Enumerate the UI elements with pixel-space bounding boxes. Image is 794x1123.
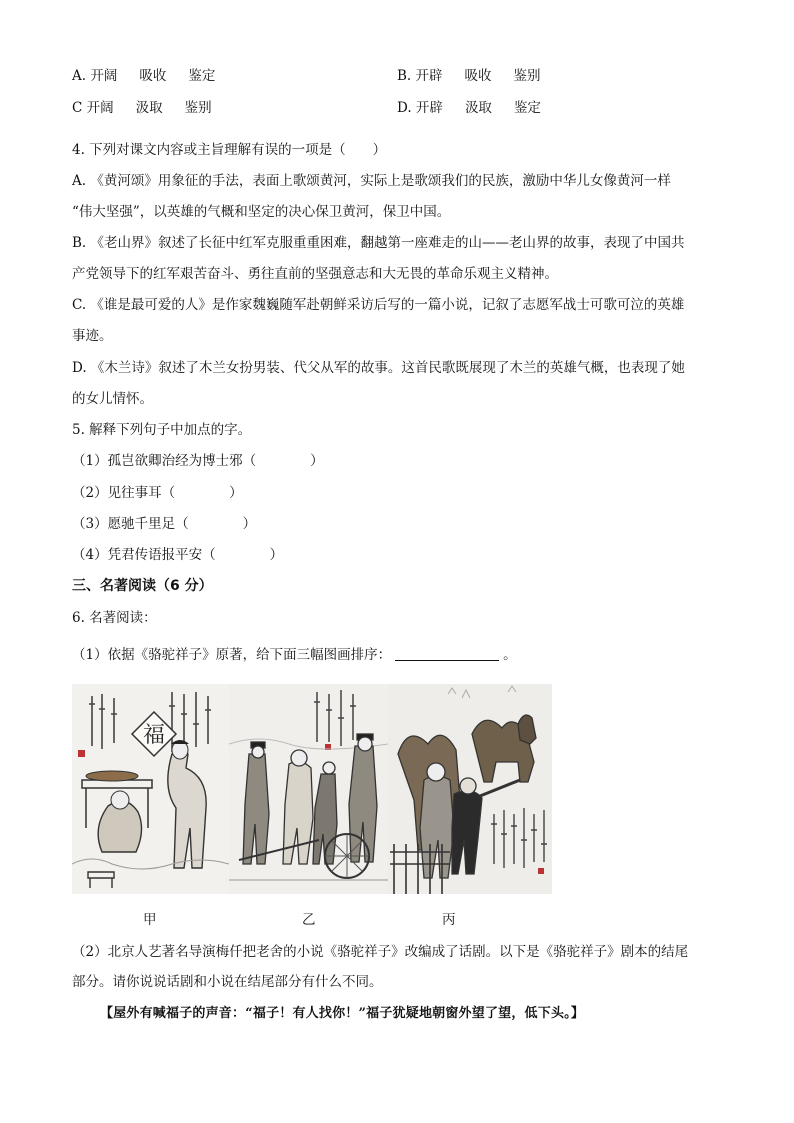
q5-item-1: （1）孤岂欲卿治经为博士邪（ ） bbox=[72, 453, 324, 469]
script-excerpt: 【屋外有喊福子的声音：“福子！有人找你！”福子犹疑地朝窗外望了望，低下头。】 bbox=[100, 1006, 585, 1021]
option-a-word-1: A. 开阔 bbox=[72, 68, 118, 84]
q6-part2-line1: （2）北京人艺著名导演梅仟把老舍的小说《骆驼祥子》改编成了话剧。以下是《骆驼祥子》剧本的结尾 bbox=[72, 944, 689, 960]
q4-option-b-line2: 产党领导下的红军艰苦奋斗、勇往直前的坚强意志和大无畏的革命乐观主义精神。 bbox=[72, 266, 558, 282]
section-3-title: 三、名著阅读（6 分） bbox=[72, 578, 213, 594]
option-b-word-2: 吸收 bbox=[464, 68, 492, 84]
option-d bbox=[397, 98, 563, 118]
option-d-word-1: D. 开辟 bbox=[397, 100, 443, 116]
caption-jia: 甲 bbox=[143, 912, 157, 928]
option-a bbox=[72, 66, 237, 86]
q6-part2-line2: 部分。请你说说话剧和小说在结尾部分有什么不同。 bbox=[72, 974, 383, 990]
illustration-jia bbox=[72, 684, 229, 894]
option-a-word-3: 鉴定 bbox=[188, 68, 216, 84]
option-c-word-1: C 开阔 bbox=[72, 100, 114, 116]
q6-stem: 6. 名著阅读： bbox=[72, 610, 157, 626]
q5-item-4: （4）凭君传语报平安（ ） bbox=[72, 547, 284, 563]
illustration-yi bbox=[229, 684, 388, 894]
illustration-bing bbox=[388, 684, 552, 894]
q4-option-a-line1: A. 《黄河颂》用象征的手法，表面上歌颂黄河，实际上是歌颂我们的民族，激励中华儿女像黄河一样 bbox=[72, 173, 671, 189]
q6-part1-text: （1）依据《骆驼祥子》原著，给下面三幅图画排序： bbox=[72, 647, 392, 663]
sign-character: 福 bbox=[142, 723, 166, 748]
option-d-word-3: 鉴定 bbox=[513, 100, 541, 116]
option-c-word-3: 鉴别 bbox=[184, 100, 212, 116]
option-b bbox=[397, 66, 563, 86]
q4-option-c-line2: 事迹。 bbox=[72, 328, 113, 344]
option-d-word-2: 汲取 bbox=[464, 100, 492, 116]
option-c bbox=[72, 98, 234, 118]
option-c-word-2: 汲取 bbox=[135, 100, 163, 116]
caption-yi: 乙 bbox=[302, 912, 316, 928]
q4-option-a-line2: “伟大坚强”，以英雄的气概和坚定的决心保卫黄河，保卫中国。 bbox=[72, 204, 451, 220]
q5-item-3: （3）愿驰千里足（ ） bbox=[72, 516, 257, 532]
q5-item-2: （2）见往事耳（ ） bbox=[72, 485, 243, 501]
option-b-word-3: 鉴别 bbox=[513, 68, 541, 84]
answer-blank[interactable] bbox=[395, 646, 499, 661]
q4-option-c-line1: C. 《谁是最可爱的人》是作家魏巍随军赴朝鲜采访后写的一篇小说，记叙了志愿军战士可歌可泣的英雄 bbox=[72, 297, 685, 313]
q4-option-d-line2: 的女儿情怀。 bbox=[72, 391, 153, 407]
caption-bing: 丙 bbox=[442, 912, 456, 928]
q6-part1-end: 。 bbox=[503, 647, 517, 663]
q5-stem: 5. 解释下列句子中加点的字。 bbox=[72, 422, 252, 438]
q6-part1 bbox=[72, 645, 517, 665]
q4-option-d-line1: D. 《木兰诗》叙述了木兰女扮男装、代父从军的故事。这首民歌既展现了木兰的英雄气概，也表现了她 bbox=[72, 360, 685, 376]
q4-option-b-line1: B. 《老山界》叙述了长征中红军克服重重困难，翻越第一座难走的山——老山界的故事，表现了中国共 bbox=[72, 235, 685, 251]
q4-stem: 4. 下列对课文内容或主旨理解有误的一项是（ ） bbox=[72, 142, 387, 158]
option-b-word-1: B. 开辟 bbox=[397, 68, 443, 84]
option-a-word-2: 吸收 bbox=[139, 68, 167, 84]
